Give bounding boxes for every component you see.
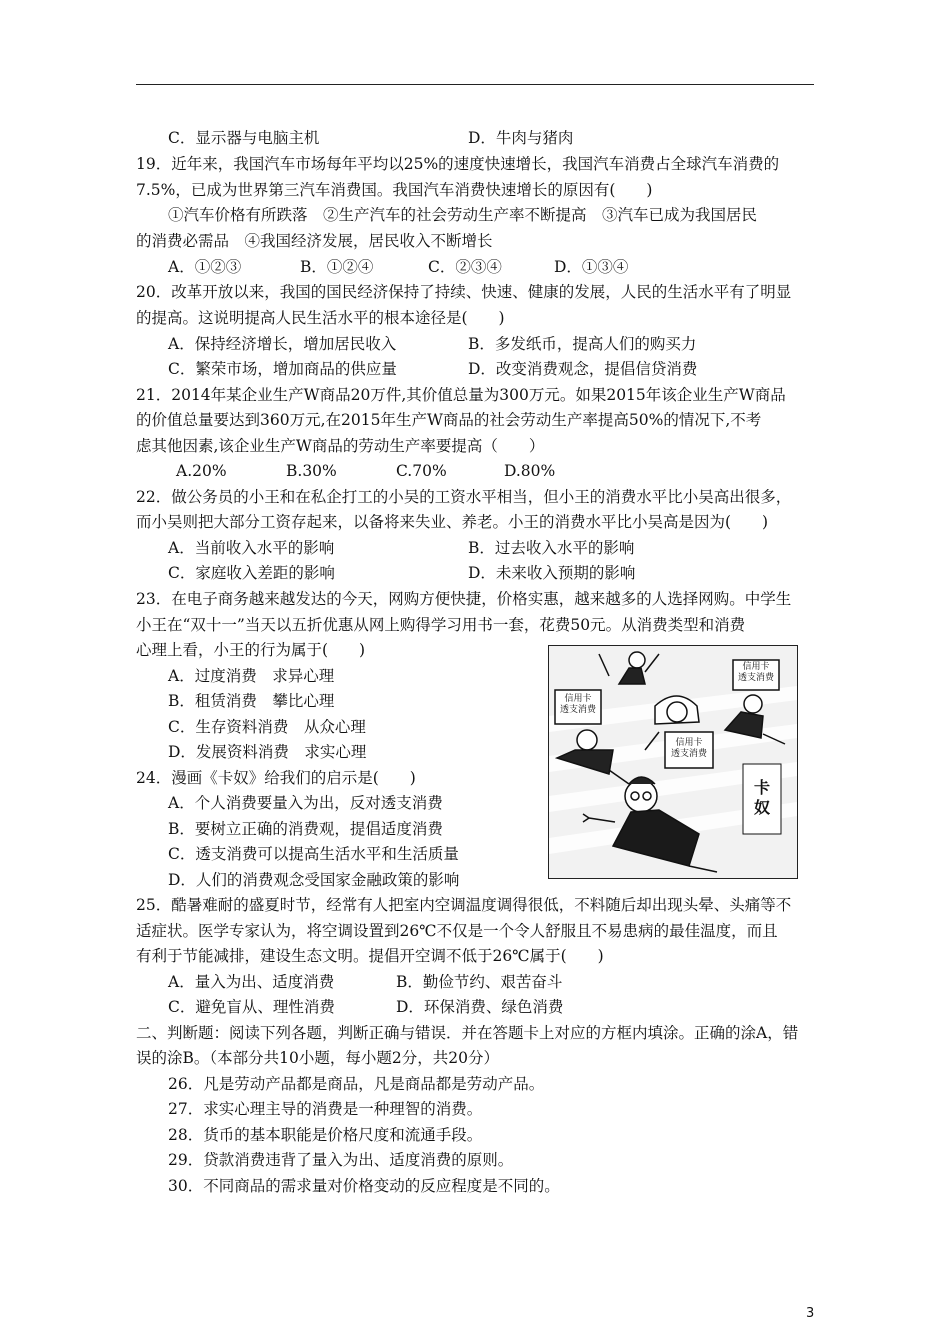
q23-option-a: A．过度消费 求异心理 (168, 667, 335, 685)
q21-option-c: C.70% (396, 462, 447, 480)
q25-option-a: A．量入为出、适度消费 (168, 973, 335, 991)
q21-stem-line2: 的价值总量要达到360万元,在2015年生产W商品的社会劳动生产率提高50%的情况下,不考 (136, 411, 762, 429)
q20-option-b: B．多发纸币，提高人们的购买力 (468, 335, 697, 353)
cartoon-caption: 卡 奴 (753, 778, 770, 817)
section2-heading-line1: 二、判断题：阅读下列各题，判断正确与错误．并在答题卡上对应的方框内填涂。正确的涂A，错 (136, 1024, 799, 1042)
q19-statements-line2: 的消费必需品 ④我国经济发展，居民收入不断增长 (136, 232, 493, 250)
q19-stem-line1: 19．近年来，我国汽车市场每年平均以25%的速度快速增长，我国汽车消费占全球汽车消费的 (136, 155, 780, 173)
q28: 28．货币的基本职能是价格尺度和流通手段。 (168, 1126, 483, 1144)
q22-option-b: B．过去收入水平的影响 (468, 539, 635, 557)
header-rule (136, 84, 814, 85)
q25-stem-line1: 25．酷暑难耐的盛夏时节，经常有人把室内空调温度调得很低，不料随后却出现头晕、头痛等不 (136, 896, 792, 914)
kanu-cartoon (548, 645, 798, 879)
q19-option-a: A．①②③ (168, 258, 242, 276)
q20-option-a: A．保持经济增长，增加居民收入 (168, 335, 397, 353)
q21-option-b: B.30% (286, 462, 337, 480)
sign-middle: 信用卡 透支消费 (670, 738, 707, 759)
q21-stem-line3: 虑其他因素,该企业生产W商品的劳动生产率要提高（ ） (136, 437, 545, 455)
q19-option-d: D．①③④ (554, 258, 629, 276)
q22-option-a: A．当前收入水平的影响 (168, 539, 335, 557)
q22-option-c: C．家庭收入差距的影响 (168, 564, 335, 582)
q22-stem-line2: 而小吴则把大部分工资存起来，以备将来失业、养老。小王的消费水平比小吴高是因为( ) (136, 513, 769, 531)
page-number: 3 (806, 1306, 815, 1321)
q22-option-d: D．未来收入预期的影响 (468, 564, 636, 582)
q25-option-c: C．避免盲从、理性消费 (168, 998, 335, 1016)
q25-option-d: D．环保消费、绿色消费 (396, 998, 564, 1016)
q25-option-b: B．勤俭节约、艰苦奋斗 (396, 973, 563, 991)
q25-stem-line2: 适症状。医学专家认为，将空调设置到26℃不仅是一个令人舒服且不易患病的最佳温度，而且 (136, 922, 778, 940)
q21-option-d: D.80% (504, 462, 556, 480)
q19-stem-line2: 7.5%，已成为世界第三汽车消费国。我国汽车消费快速增长的原因有( ) (136, 181, 653, 199)
q21-stem-line1: 21．2014年某企业生产W商品20万件,其价值总量为300万元。如果2015年该企业生产W商品 (136, 386, 786, 404)
q29: 29．贷款消费违背了量入为出、适度消费的原则。 (168, 1151, 514, 1169)
sign-top: 信用卡 透支消费 (737, 662, 774, 683)
q24-option-c: C．透支消费可以提高生活水平和生活质量 (168, 845, 459, 863)
q18-option-c: C．显示器与电脑主机 (168, 129, 320, 147)
q20-option-d: D．改变消费观念，提倡信贷消费 (468, 360, 698, 378)
q23-stem-line1: 23．在电子商务越来越发达的今天，网购方便快捷，价格实惠，越来越多的人选择网购。中学生 (136, 590, 792, 608)
q26: 26．凡是劳动产品都是商品，凡是商品都是劳动产品。 (168, 1075, 545, 1093)
q21-option-a: A.20% (176, 462, 227, 480)
q19-statements-line1: ①汽车价格有所跌落 ②生产汽车的社会劳动生产率不断提高 ③汽车已成为我国居民 (168, 206, 758, 224)
q19-option-b: B．①②④ (300, 258, 374, 276)
q20-stem-line2: 的提高。这说明提高人民生活水平的根本途径是( ) (136, 309, 505, 327)
q30: 30．不同商品的需求量对价格变动的反应程度是不同的。 (168, 1177, 560, 1195)
q18-option-d: D．牛肉与猪肉 (468, 129, 574, 147)
q23-option-d: D．发展资料消费 求实心理 (168, 743, 367, 761)
q23-stem-line3: 心理上看，小王的行为属于( ) (136, 641, 366, 659)
q24-stem: 24．漫画《卡奴》给我们的启示是( ) (136, 769, 416, 787)
section2-heading-line2: 误的涂B。（本部分共10小题，每小题2分，共20分） (136, 1049, 499, 1067)
q22-stem-line1: 22．做公务员的小王和在私企打工的小吴的工资水平相当，但小王的消费水平比小吴高出很多， (136, 488, 792, 506)
q20-option-c: C．繁荣市场，增加商品的供应量 (168, 360, 397, 378)
q23-option-c: C．生存资料消费 从众心理 (168, 718, 366, 736)
q25-stem-line3: 有利于节能减排，建设生态文明。提倡开空调不低于26℃属于( ) (136, 947, 604, 965)
q27: 27．求实心理主导的消费是一种理智的消费。 (168, 1100, 483, 1118)
q19-option-c: C．②③④ (428, 258, 502, 276)
q23-stem-line2: 小王在“双十一”当天以五折优惠从网上购得学习用书一套，花费50元。从消费类型和消费 (136, 616, 746, 634)
sign-left: 信用卡 透支消费 (559, 694, 596, 715)
q20-stem-line1: 20．改革开放以来，我国的国民经济保持了持续、快速、健康的发展，人民的生活水平有了明显 (136, 283, 792, 301)
q23-option-b: B．租赁消费 攀比心理 (168, 692, 335, 710)
q24-option-d: D．人们的消费观念受国家金融政策的影响 (168, 871, 460, 889)
q24-option-a: A．个人消费要量入为出，反对透支消费 (168, 794, 443, 812)
q24-option-b: B．要树立正确的消费观，提倡适度消费 (168, 820, 443, 838)
